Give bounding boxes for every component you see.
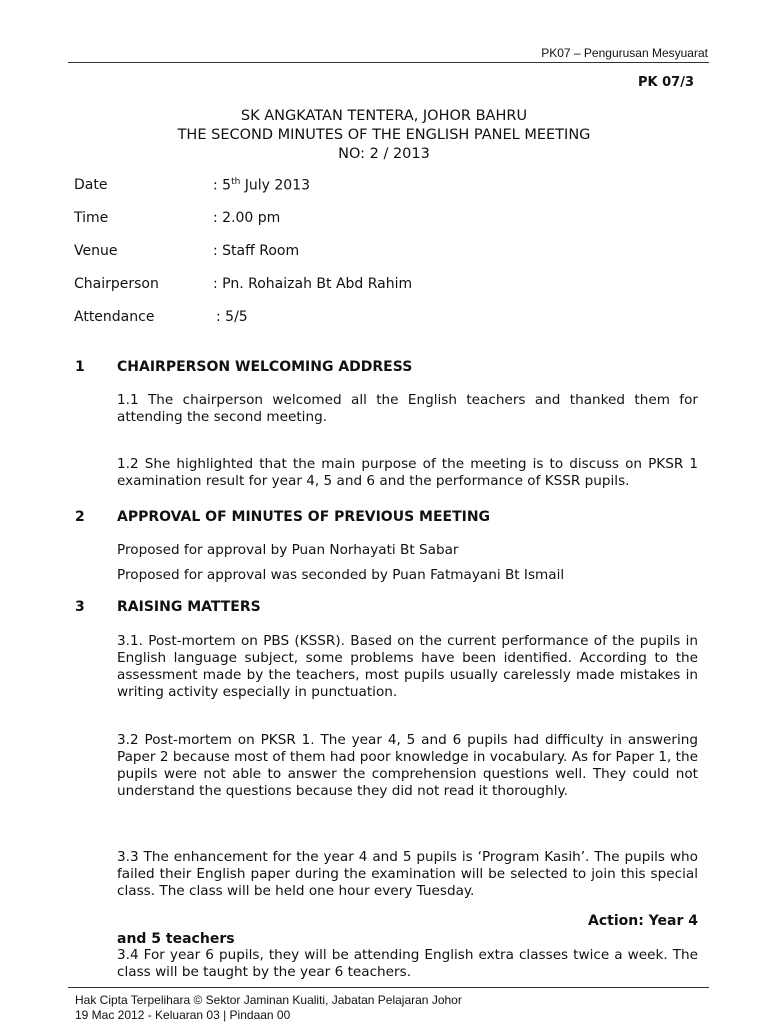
- title-school: SK ANGKATAN TENTERA, JOHOR BAHRU: [240, 108, 528, 124]
- approval-seconder: Proposed for approval was seconded by Puan Fatmayani Bt Ismail: [117, 567, 565, 583]
- document-title: [0, 107, 768, 164]
- paragraph-1-1: 1.1 The chairperson welcomed all the English teachers and thanked them for attending the second meeting.: [117, 392, 698, 425]
- paragraph-3-2: 3.2 Post-mortem on PKSR 1. The year 4, 5 and 6 pupils had difficulty in answering Paper 2 because most of them had poor knowledge in vocabulary. As for Paper 1, the pupils were not able to answer the comprehension questions well. They could not understand the questions because they did not read it thoroughly.: [117, 732, 698, 799]
- section-2-title: APPROVAL OF MINUTES OF PREVIOUS MEETING: [117, 509, 491, 525]
- section-3-number: 3: [75, 599, 85, 615]
- footer-divider: [68, 987, 709, 988]
- paragraph-3-3: 3.3 The enhancement for the year 4 and 5 pupils is ‘Program Kasih’. The pupils who failed their English paper during the examination will be selected to join this special class. The class will be held one hour every Tuesday.: [117, 849, 698, 899]
- attendance-value: : 5/5: [216, 309, 248, 325]
- date-label: Date: [74, 177, 108, 193]
- footer-copyright: Hak Cipta Terpelihara © Sektor Jaminan Kualiti, Jabatan Pelajaran Johor: [75, 993, 462, 1007]
- header-divider: [68, 62, 709, 63]
- time-value: : 2.00 pm: [213, 210, 281, 226]
- time-label: Time: [74, 210, 109, 226]
- venue-label: Venue: [74, 243, 118, 259]
- action-note-line-1: Action: Year 4: [588, 913, 698, 929]
- paragraph-3-4: 3.4 For year 6 pupils, they will be attending English extra classes twice a week. The class will be taught by the year 6 teachers.: [117, 947, 698, 980]
- section-1-title: CHAIRPERSON WELCOMING ADDRESS: [117, 359, 413, 375]
- chairperson-label: Chairperson: [74, 276, 159, 292]
- paragraph-1-2: 1.2 She highlighted that the main purpose of the meeting is to discuss on PKSR 1 examination result for year 4, 5 and 6 and the performance of KSSR pupils.: [117, 456, 698, 489]
- venue-value: : Staff Room: [213, 243, 300, 259]
- approval-proposer: Proposed for approval by Puan Norhayati Bt Sabar: [117, 542, 459, 558]
- action-note-line-2: and 5 teachers: [117, 931, 235, 947]
- section-3-title: RAISING MATTERS: [117, 599, 261, 615]
- title-number: NO: 2 / 2013: [338, 146, 430, 162]
- section-1-number: 1: [75, 359, 85, 375]
- attendance-label: Attendance: [74, 309, 155, 325]
- footer-revision: 19 Mac 2012 - Keluaran 03 | Pindaan 00: [75, 1008, 291, 1022]
- chairperson-value: : Pn. Rohaizah Bt Abd Rahim: [213, 276, 413, 292]
- paragraph-3-1: 3.1. Post-mortem on PBS (KSSR). Based on the current performance of the pupils in English language subject, some problems have been identified. According to the assessment made by the teachers, most pupils usually carelessly made mistakes in writing activity especially in punctuation.: [117, 633, 698, 700]
- title-meeting: THE SECOND MINUTES OF THE ENGLISH PANEL MEETING: [177, 127, 591, 143]
- page-header-text: PK07 – Pengurusan Mesyuarat: [541, 46, 708, 60]
- document-code: PK 07/3: [637, 75, 694, 90]
- section-2-number: 2: [75, 509, 85, 525]
- date-value: : 5th July 2013: [213, 177, 311, 194]
